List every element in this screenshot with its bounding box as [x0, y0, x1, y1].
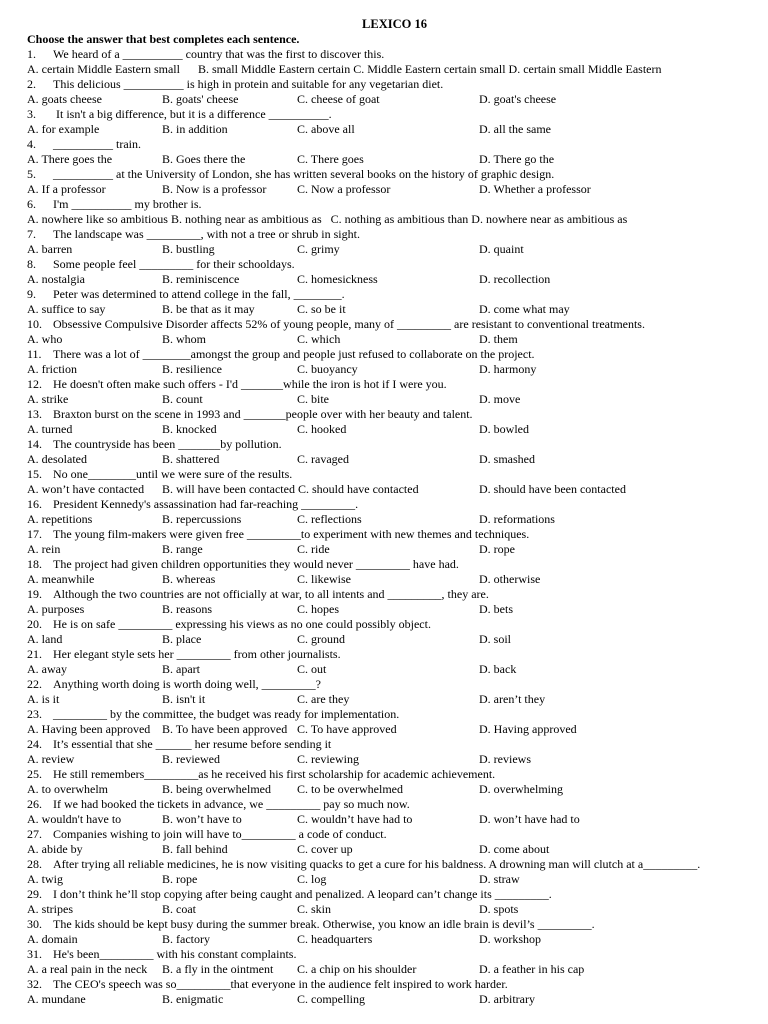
answer-option-d: D. them [479, 332, 518, 346]
answer-options [27, 242, 762, 257]
question-stem [27, 767, 762, 782]
question-number: 20. [27, 617, 42, 631]
answer-option-b: B. Now is a professor [162, 182, 267, 196]
question-number: 14. [27, 437, 42, 451]
answer-option-d: D. a feather in his cap [479, 962, 585, 976]
question-stem [27, 947, 762, 962]
answer-option-a: A. Having been approved [27, 722, 151, 736]
answer-options [27, 272, 762, 287]
answer-options [27, 122, 762, 137]
answer-option-c: C. wouldn’t have had to [297, 812, 413, 826]
answer-option-d: D. move [479, 392, 521, 406]
question-stem [27, 587, 762, 602]
answer-option-b: B. rope [162, 872, 198, 886]
question-text: There was a lot of ________amongst the group and people just refused to collaborate on the project. [53, 347, 535, 361]
answer-options [27, 602, 762, 617]
answer-option-b: B. be that as it may [162, 302, 255, 316]
question-number: 25. [27, 767, 42, 781]
answer-option-c: C. log [297, 872, 327, 886]
question-number: 9. [27, 287, 36, 301]
document-title: LEXICO 16 [362, 17, 427, 31]
answer-options [27, 992, 762, 1007]
answer-option-b: B. reviewed [162, 752, 220, 766]
answer-option-a: A. strike [27, 392, 69, 406]
answer-option-c: C. hopes [297, 602, 339, 616]
answer-option-a: A. barren [27, 242, 73, 256]
answer-options [27, 332, 762, 347]
answer-options [27, 662, 762, 677]
answer-options [27, 692, 762, 707]
answer-option-b: B. will have been contacted C. should have contacted [162, 482, 419, 496]
question-number: 30. [27, 917, 42, 931]
answer-options [27, 362, 762, 377]
answer-option-d: D. come what may [479, 302, 570, 316]
question-text: __________ train. [53, 137, 141, 151]
answer-options [27, 812, 762, 827]
question-number: 13. [27, 407, 42, 421]
question-text: Anything worth doing is worth doing well, _________? [53, 677, 321, 691]
answer-option-c: C. grimy [297, 242, 340, 256]
answer-option-c: C. out [297, 662, 327, 676]
question-number: 32. [27, 977, 42, 991]
answer-option-c: C. cheese of goat [297, 92, 380, 106]
question-stem [27, 257, 762, 272]
answer-option-c: C. Now a professor [297, 182, 391, 196]
question-number: 4. [27, 137, 36, 151]
answer-option-b: B. bustling [162, 242, 215, 256]
answer-option-a: A. There goes the [27, 152, 113, 166]
question-number: 11. [27, 347, 42, 361]
answer-option-c: C. ride [297, 542, 330, 556]
answer-option-d: D. quaint [479, 242, 524, 256]
answer-options-line: A. nowhere like so ambitious B. nothing near as ambitious as C. nothing as ambitious than D. nowhere near as ambitious as [27, 212, 628, 226]
answer-options [27, 392, 762, 407]
question-text: Peter was determined to attend college in the fall, ________. [53, 287, 345, 301]
question-stem [27, 797, 762, 812]
question-text: The project had given children opportunities they would never _________ have had. [53, 557, 459, 571]
answer-option-d: D. bets [479, 602, 513, 616]
answer-option-c: C. ravaged [297, 452, 349, 466]
question-stem [27, 437, 762, 452]
answer-option-c: C. bite [297, 392, 329, 406]
answer-option-d: D. should have been contacted [479, 482, 626, 496]
answer-option-b: B. enigmatic [162, 992, 224, 1006]
answer-options [27, 572, 762, 587]
answer-option-b: B. Goes there the [162, 152, 246, 166]
answer-option-c: C. headquarters [297, 932, 373, 946]
answer-option-b: B. reminiscence [162, 272, 240, 286]
question-stem [27, 107, 762, 122]
question-number: 23. [27, 707, 42, 721]
answer-options [27, 512, 762, 527]
question-stem [27, 407, 762, 422]
answer-option-a: A. twig [27, 872, 63, 886]
answer-options [27, 212, 762, 227]
instruction-text: Choose the answer that best completes each sentence. [27, 32, 300, 46]
answer-option-b: B. a fly in the ointment [162, 962, 274, 976]
answer-option-b: B. factory [162, 932, 210, 946]
question-text: We heard of a __________ country that was the first to discover this. [53, 47, 385, 61]
answer-option-c: C. ground [297, 632, 345, 646]
question-number: 3. [27, 107, 36, 121]
question-stem [27, 827, 762, 842]
question-text: _________ by the committee, the budget was ready for implementation. [53, 707, 400, 721]
answer-options [27, 722, 762, 737]
question-stem [27, 287, 762, 302]
question-number: 31. [27, 947, 42, 961]
answer-option-d: D. all the same [479, 122, 551, 136]
question-text: Although the two countries are not officially at war, to all intents and _________, they are. [53, 587, 489, 601]
answer-option-b: B. being overwhelmed [162, 782, 271, 796]
question-text: He is on safe _________ expressing his views as no one could possibly object. [53, 617, 431, 631]
answer-option-d: D. won’t have had to [479, 812, 580, 826]
question-number: 12. [27, 377, 42, 391]
question-stem [27, 527, 762, 542]
question-number: 22. [27, 677, 42, 691]
question-number: 19. [27, 587, 42, 601]
answer-option-a: A. mundane [27, 992, 86, 1006]
question-stem [27, 557, 762, 572]
question-stem [27, 647, 762, 662]
answer-option-a: A. repetitions [27, 512, 93, 526]
question-stem [27, 47, 762, 62]
question-stem [27, 347, 762, 362]
answer-option-c: C. hooked [297, 422, 347, 436]
question-stem [27, 227, 762, 242]
question-text: Her elegant style sets her _________ from other journalists. [53, 647, 341, 661]
answer-option-c: C. reflections [297, 512, 362, 526]
answer-option-d: D. There go the [479, 152, 555, 166]
answer-options [27, 302, 762, 317]
question-text: After trying all reliable medicines, he is now visiting quacks to get a cure for his baldness. A drowning man will clutch at a_________. [53, 857, 701, 871]
question-text: The countryside has been _______by pollution. [53, 437, 282, 451]
answer-option-d: D. arbitrary [479, 992, 535, 1006]
answer-option-c: C. so be it [297, 302, 346, 316]
answer-option-a: A. land [27, 632, 63, 646]
answer-option-b: B. place [162, 632, 202, 646]
answer-option-d: D. spots [479, 902, 519, 916]
answer-option-a: A. If a professor [27, 182, 106, 196]
answer-option-b: B. coat [162, 902, 196, 916]
answer-option-a: A. meanwhile [27, 572, 95, 586]
question-number: 6. [27, 197, 36, 211]
question-stem [27, 167, 762, 182]
question-number: 17. [27, 527, 42, 541]
answer-options-line: A. certain Middle Eastern small B. small Middle Eastern certain C. Middle Eastern certain small D. certain small Middle Eastern [27, 62, 662, 76]
answer-option-c: C. buoyancy [297, 362, 358, 376]
question-text: Braxton burst on the scene in 1993 and _______people over with her beauty and talent. [53, 407, 473, 421]
answer-option-d: D. otherwise [479, 572, 541, 586]
question-text: If we had booked the tickets in advance, we _________ pay so much now. [53, 797, 410, 811]
answer-option-b: B. fall behind [162, 842, 228, 856]
question-number: 29. [27, 887, 42, 901]
answer-option-a: A. for example [27, 122, 100, 136]
answer-option-a: A. wouldn't have to [27, 812, 122, 826]
answer-options [27, 782, 762, 797]
question-text: Some people feel _________ for their schooldays. [53, 257, 295, 271]
answer-option-b: B. isn't it [162, 692, 206, 706]
answer-option-b: B. whereas [162, 572, 216, 586]
answer-option-b: B. count [162, 392, 203, 406]
answer-option-b: B. whom [162, 332, 207, 346]
answer-options [27, 842, 762, 857]
answer-option-d: D. harmony [479, 362, 537, 376]
answer-options [27, 152, 762, 167]
question-number: 21. [27, 647, 42, 661]
question-stem [27, 197, 762, 212]
answer-option-b: B. goats' cheese [162, 92, 239, 106]
answer-options [27, 872, 762, 887]
question-text: I'm __________ my brother is. [53, 197, 202, 211]
question-text: The kids should be kept busy during the summer break. Otherwise, you know an idle brain is devil’s _________. [53, 917, 595, 931]
question-text: The young film-makers were given free _________to experiment with new themes and techniques. [53, 527, 530, 541]
answer-option-a: A. to overwhelm [27, 782, 108, 796]
answer-option-c: C. homesickness [297, 272, 378, 286]
question-text: Companies wishing to join will have to_________ a code of conduct. [53, 827, 387, 841]
answer-option-d: D. bowled [479, 422, 529, 436]
answer-option-a: A. purposes [27, 602, 85, 616]
question-stem [27, 737, 762, 752]
answer-option-d: D. goat's cheese [479, 92, 557, 106]
answer-option-d: D. straw [479, 872, 520, 886]
answer-option-d: D. back [479, 662, 517, 676]
answer-option-a: A. suffice to say [27, 302, 106, 316]
answer-options [27, 422, 762, 437]
question-number: 28. [27, 857, 42, 871]
document-page [27, 17, 762, 1007]
answer-option-a: A. abide by [27, 842, 83, 856]
question-text: It isn't a big difference, but it is a difference __________. [53, 107, 332, 121]
question-number: 27. [27, 827, 42, 841]
answer-options [27, 452, 762, 467]
answer-option-c: C. which [297, 332, 341, 346]
question-text: President Kennedy's assassination had far-reaching _________. [53, 497, 359, 511]
answer-option-d: D. overwhelming [479, 782, 563, 796]
answer-option-b: B. won’t have to [162, 812, 242, 826]
question-stem [27, 317, 762, 332]
answer-option-d: D. rope [479, 542, 515, 556]
answer-option-c: C. cover up [297, 842, 353, 856]
question-stem [27, 917, 762, 932]
question-list [27, 47, 762, 1007]
answer-option-c: C. reviewing [297, 752, 359, 766]
question-stem [27, 707, 762, 722]
answer-option-d: D. come about [479, 842, 550, 856]
answer-option-d: D. aren’t they [479, 692, 546, 706]
answer-option-b: B. resilience [162, 362, 222, 376]
question-number: 16. [27, 497, 42, 511]
question-text: No one________until we were sure of the results. [53, 467, 293, 481]
question-number: 26. [27, 797, 42, 811]
answer-option-b: B. shattered [162, 452, 220, 466]
answer-options [27, 62, 762, 77]
answer-option-a: A. away [27, 662, 67, 676]
answer-option-a: A. who [27, 332, 63, 346]
answer-option-d: D. smashed [479, 452, 535, 466]
answer-option-a: A. friction [27, 362, 77, 376]
answer-option-b: B. in addition [162, 122, 228, 136]
question-number: 10. [27, 317, 42, 331]
answer-options [27, 542, 762, 557]
question-text: He's been_________ with his constant complaints. [53, 947, 297, 961]
answer-option-d: D. workshop [479, 932, 541, 946]
question-text: It’s essential that she ______ her resume before sending it [53, 737, 332, 751]
answer-option-a: A. nostalgia [27, 272, 85, 286]
answer-option-d: D. soil [479, 632, 512, 646]
answer-option-b: B. apart [162, 662, 200, 676]
question-text: The landscape was _________, with not a tree or shrub in sight. [53, 227, 360, 241]
question-number: 7. [27, 227, 36, 241]
answer-options [27, 962, 762, 977]
question-text: The CEO's speech was so_________that everyone in the audience felt inspired to work harder. [53, 977, 508, 991]
answer-options [27, 932, 762, 947]
answer-option-d: D. recollection [479, 272, 551, 286]
answer-option-d: D. reformations [479, 512, 555, 526]
question-text: __________ at the University of London, she has written several books on the history of graphic design. [53, 167, 555, 181]
question-number: 24. [27, 737, 42, 751]
answer-options [27, 92, 762, 107]
answer-option-a: A. stripes [27, 902, 73, 916]
answer-option-c: C. are they [297, 692, 350, 706]
question-number: 5. [27, 167, 36, 181]
question-stem [27, 617, 762, 632]
answer-option-a: A. a real pain in the neck [27, 962, 148, 976]
answer-option-d: D. Whether a professor [479, 182, 591, 196]
question-text: This delicious __________ is high in protein and suitable for any vegetarian diet. [53, 77, 444, 91]
answer-option-d: D. reviews [479, 752, 531, 766]
answer-option-a: A. review [27, 752, 75, 766]
question-number: 15. [27, 467, 42, 481]
question-stem [27, 677, 762, 692]
question-number: 8. [27, 257, 36, 271]
answer-option-c: C. a chip on his shoulder [297, 962, 417, 976]
answer-option-c: C. above all [297, 122, 355, 136]
question-stem [27, 77, 762, 92]
question-stem [27, 857, 762, 872]
answer-option-b: B. To have been approved [162, 722, 288, 736]
answer-option-a: A. rein [27, 542, 61, 556]
question-number: 18. [27, 557, 42, 571]
question-text: I don’t think he’ll stop copying after being caught and penalized. A leopard can’t change its _________. [53, 887, 552, 901]
answer-option-a: A. won’t have contacted [27, 482, 145, 496]
question-text: He still remembers_________as he received his first scholarship for academic achievement. [53, 767, 496, 781]
answer-option-a: A. goats cheese [27, 92, 102, 106]
question-number: 2. [27, 77, 36, 91]
answer-options [27, 482, 762, 497]
question-number: 1. [27, 47, 36, 61]
question-stem [27, 977, 762, 992]
question-stem [27, 377, 762, 392]
answer-option-d: D. Having approved [479, 722, 577, 736]
question-stem [27, 887, 762, 902]
question-stem [27, 137, 762, 152]
answer-options [27, 182, 762, 197]
answer-options [27, 752, 762, 767]
answer-options [27, 902, 762, 917]
answer-option-c: C. To have approved [297, 722, 397, 736]
answer-option-c: C. skin [297, 902, 332, 916]
question-stem [27, 467, 762, 482]
question-text: He doesn't often make such offers - I'd _______while the iron is hot if I were you. [53, 377, 447, 391]
answer-option-c: C. likewise [297, 572, 351, 586]
answer-option-c: C. to be overwhelmed [297, 782, 403, 796]
answer-option-c: C. compelling [297, 992, 365, 1006]
answer-option-b: B. knocked [162, 422, 217, 436]
answer-option-a: A. is it [27, 692, 60, 706]
question-text: Obsessive Compulsive Disorder affects 52% of young people, many of _________ are resistant to conventional treatments. [53, 317, 645, 331]
question-stem [27, 497, 762, 512]
answer-option-a: A. desolated [27, 452, 87, 466]
answer-option-a: A. domain [27, 932, 78, 946]
answer-option-b: B. reasons [162, 602, 212, 616]
answer-option-b: B. range [162, 542, 203, 556]
answer-option-b: B. repercussions [162, 512, 242, 526]
answer-options [27, 632, 762, 647]
answer-option-c: C. There goes [297, 152, 364, 166]
answer-option-a: A. turned [27, 422, 73, 436]
